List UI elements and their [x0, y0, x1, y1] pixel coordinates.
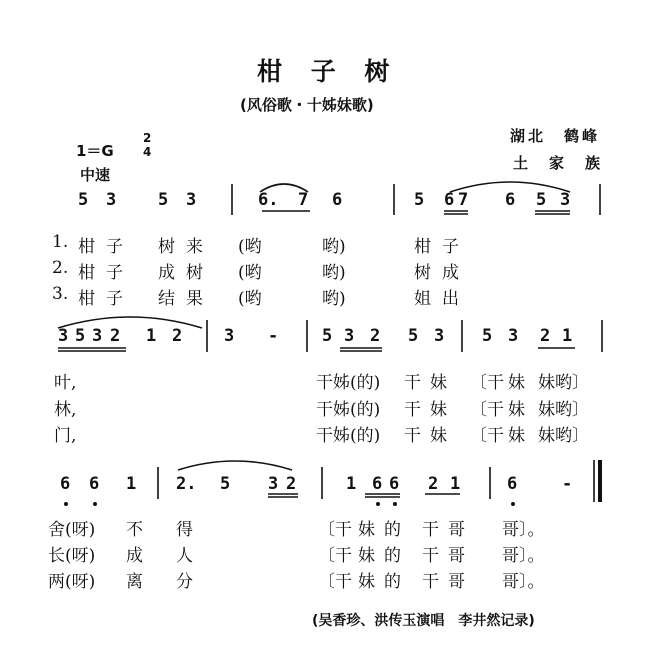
verse-number: 3.	[52, 284, 69, 304]
octave-dot	[64, 502, 68, 506]
lyric: 妹	[430, 400, 447, 420]
lyric: 舍(呀)	[48, 520, 96, 540]
lyric: 柑	[414, 237, 431, 257]
note: 1	[562, 326, 573, 346]
lyric: (哟	[238, 263, 262, 283]
lyric: 长(呀)	[48, 546, 96, 566]
note: 6.	[258, 190, 279, 210]
lyric: (哟	[238, 237, 262, 257]
lyric: 干	[404, 400, 421, 420]
note: 5	[408, 326, 419, 346]
lyric: 妹	[508, 400, 525, 420]
lyric: 哥〕。	[502, 546, 545, 566]
note: 3	[186, 190, 197, 210]
lyric: 树	[186, 263, 203, 283]
note: 3	[58, 326, 69, 346]
note: 5	[220, 474, 231, 494]
lyric: 果	[186, 289, 203, 309]
lyric: 两(呀)	[48, 572, 96, 592]
lyric: 门,	[54, 426, 77, 446]
note: 3	[268, 474, 279, 494]
octave-dot	[376, 502, 380, 506]
time-signature-bottom: 4	[143, 145, 152, 159]
note: 2	[370, 326, 381, 346]
note: 6	[507, 474, 518, 494]
note: 2.	[176, 474, 197, 494]
note: 2	[428, 474, 439, 494]
time-signature-top: 2	[143, 131, 152, 145]
lyric: 哥	[448, 546, 465, 566]
lyric: 妹	[358, 572, 375, 592]
lyric: 干	[422, 520, 439, 540]
octave-dot	[93, 502, 97, 506]
lyric: 妹哟〕	[538, 426, 589, 446]
lyric: 妹	[430, 426, 447, 446]
note: 5	[482, 326, 493, 346]
performer-credit: (吴香珍、洪传玉演唱 李井然记录)	[312, 613, 535, 629]
lyric: 林,	[54, 400, 77, 420]
note: 3	[106, 190, 117, 210]
note: 5	[75, 326, 86, 346]
note: 2	[172, 326, 183, 346]
note: 3	[560, 190, 571, 210]
note: 3	[344, 326, 355, 346]
verse-number: 2.	[52, 258, 69, 278]
lyric: 干	[422, 572, 439, 592]
lyric: 妹哟〕	[538, 400, 589, 420]
note: 2	[286, 474, 297, 494]
note: 2	[110, 326, 121, 346]
key-signature: 1＝G	[76, 142, 114, 160]
lyric: 妹	[508, 373, 525, 393]
lyric: 树	[158, 237, 175, 257]
lyric: 妹	[430, 373, 447, 393]
lyric: 来	[186, 237, 203, 257]
lyric: 出	[442, 289, 459, 309]
lyric: (哟	[238, 289, 262, 309]
lyric: 结	[158, 289, 175, 309]
note: 3	[508, 326, 519, 346]
note: 2	[540, 326, 551, 346]
lyric: 的	[384, 546, 401, 566]
lyric: 哟)	[322, 263, 346, 283]
note: 6	[505, 190, 516, 210]
lyric: 子	[106, 289, 123, 309]
lyric: 柑	[78, 237, 95, 257]
lyric: 分	[176, 572, 193, 592]
lyric: 妹	[358, 546, 375, 566]
lyric: 成	[158, 263, 175, 283]
lyric: 叶,	[54, 373, 77, 393]
note: 1	[146, 326, 157, 346]
lyric: 干姊(的)	[316, 426, 381, 446]
note: 5	[322, 326, 333, 346]
note: 1	[450, 474, 461, 494]
lyric: 的	[384, 520, 401, 540]
lyric: 人	[176, 546, 193, 566]
lyric: 离	[126, 572, 143, 592]
lyric: 树	[414, 263, 431, 283]
lyric: 〔干	[318, 572, 352, 592]
lyric: 干	[404, 426, 421, 446]
lyric: 姐	[414, 289, 431, 309]
verse-number: 1.	[52, 232, 69, 252]
note: 3	[224, 326, 235, 346]
note: 6	[60, 474, 71, 494]
lyric: 子	[106, 263, 123, 283]
note: 7	[458, 190, 469, 210]
octave-dot	[393, 502, 397, 506]
origin-ethnicity: 土 家 族	[513, 154, 604, 172]
note: 5	[414, 190, 425, 210]
lyric: 干	[404, 373, 421, 393]
octave-dot	[511, 502, 515, 506]
lyric: 〔干	[318, 520, 352, 540]
lyric: 哥	[448, 520, 465, 540]
note: 5	[78, 190, 89, 210]
lyric: 得	[176, 520, 193, 540]
lyric: 〔干	[318, 546, 352, 566]
lyric: 子	[442, 237, 459, 257]
lyric: 〔干	[470, 426, 504, 446]
note: 6	[332, 190, 343, 210]
tempo-marking: 中速	[80, 166, 111, 184]
note: 5	[158, 190, 169, 210]
lyric: 子	[106, 237, 123, 257]
lyric: 哥	[448, 572, 465, 592]
lyric: 干姊(的)	[316, 400, 381, 420]
lyric: 哥〕。	[502, 520, 545, 540]
note: 5	[536, 190, 547, 210]
note: -	[562, 474, 573, 494]
lyric: 柑	[78, 263, 95, 283]
note: 6	[444, 190, 455, 210]
note: 7	[298, 190, 309, 210]
note: 6	[389, 474, 400, 494]
note: 3	[92, 326, 103, 346]
slur	[178, 461, 292, 470]
lyric: 成	[442, 263, 459, 283]
note: 6	[372, 474, 383, 494]
lyric: 妹	[508, 426, 525, 446]
note: 1	[126, 474, 137, 494]
note: 1	[346, 474, 357, 494]
lyric: 干	[422, 546, 439, 566]
lyric: 〔干	[470, 373, 504, 393]
lyric: 不	[126, 520, 143, 540]
lyric: 〔干	[470, 400, 504, 420]
lyric: 哟)	[322, 289, 346, 309]
lyric: 柑	[78, 289, 95, 309]
lyric: 干姊(的)	[316, 373, 381, 393]
note: 6	[89, 474, 100, 494]
note: -	[268, 326, 279, 346]
lyric: 妹	[358, 520, 375, 540]
note: 3	[434, 326, 445, 346]
song-title: 柑 子 树	[257, 57, 400, 86]
lyric: 哥〕。	[502, 572, 545, 592]
song-subtitle: (风俗歌・十姊妹歌)	[240, 96, 374, 114]
lyric: 成	[126, 546, 143, 566]
lyric: 哟)	[322, 237, 346, 257]
lyric: 的	[384, 572, 401, 592]
origin-region: 湖北 鹤峰	[510, 127, 601, 145]
lyric: 妹哟〕	[538, 373, 589, 393]
